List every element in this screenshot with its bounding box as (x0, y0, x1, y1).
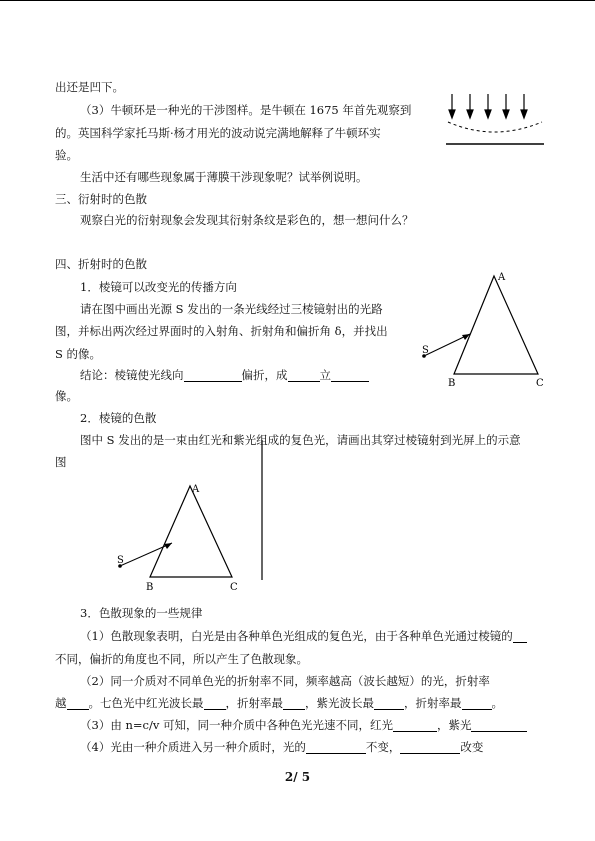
prism-figure-2 (112, 440, 282, 600)
header-rule (0, 0, 595, 1)
subheading: 1．棱镜可以改变光的传播方向 (80, 280, 237, 294)
text-fragment: （1）色散现象表明，白光是由各种单色光组成的复色光，由于各种单色光通过棱镜的 (80, 629, 513, 643)
answer-blank[interactable] (374, 697, 404, 710)
vertex-label-b: B (448, 378, 456, 389)
text-line (80, 740, 483, 754)
vertex-label-c: C (536, 378, 544, 389)
prism-triangle (454, 276, 538, 374)
text-line: 的。英国科学家托马斯·杨才用光的波动说完满地解释了牛顿环实 (55, 126, 381, 140)
conclusion-line (80, 368, 369, 382)
text-fragment: 偏折，成 (241, 368, 288, 382)
answer-blank[interactable] (393, 719, 437, 732)
text-fragment: 结论：棱镜使光线向 (80, 368, 184, 382)
section-heading: 四、折射时的色散 (55, 257, 147, 271)
answer-blank[interactable] (400, 741, 460, 754)
lens-surface (448, 122, 542, 132)
text-fragment: 。七色光中红光波长最 (88, 696, 204, 710)
incident-arrows (449, 94, 527, 118)
text-line: 出还是凹下。 (55, 80, 124, 94)
text-fragment: ，紫光 (436, 718, 472, 732)
text-line (80, 629, 527, 643)
answer-blank[interactable] (184, 369, 242, 382)
text-line: 观察白光的衍射现象会发现其衍射条纹是彩色的，想一想问什么？ (80, 213, 414, 227)
subheading: 2．棱镜的色散 (80, 411, 157, 425)
text-line: 图中 S 发出的是一束由红光和紫光组成的复色光，请画出其穿过棱镜射到光屏上的示意 (80, 433, 521, 447)
text-fragment: ，紫光波长最 (305, 696, 374, 710)
vertex-label-a: A (192, 484, 200, 495)
text-line: 像。 (55, 389, 78, 403)
vertex-label-a: A (498, 272, 506, 283)
text-fragment: 改变 (460, 740, 484, 754)
answer-blank[interactable] (204, 697, 226, 710)
text-line: 图 (55, 455, 67, 469)
text-fragment: ，折射率最 (404, 696, 462, 710)
answer-blank[interactable] (67, 697, 89, 710)
page-number: 2/ 5 (284, 770, 311, 784)
source-label: S (422, 345, 429, 356)
text-line: 图，并标出两次经过界面时的入射角、折射角和偏折角 δ，并找出 (55, 324, 388, 338)
text-fragment: （3）由 n=c/v 可知，同一种介质中各种色光光速不同，红光 (80, 718, 393, 732)
text-line: 生活中还有哪些现象属于薄膜干涉现象呢？试举例说明。 (80, 170, 368, 184)
answer-blank[interactable] (513, 630, 527, 643)
prism-figure-1 (418, 268, 578, 388)
prism-triangle (150, 486, 232, 577)
subheading: 3．色散现象的一些规律 (80, 606, 203, 620)
text-line: （3）牛顿环是一种光的干涉图样。是牛顿在 1675 年首先观察到 (80, 103, 412, 117)
text-line: S 的像。 (55, 347, 102, 361)
text-fragment: ，折射率最 (225, 696, 283, 710)
answer-blank[interactable] (331, 369, 369, 382)
text-line: 不同，偏折的角度也不同，所以产生了色散现象。 (55, 652, 308, 666)
vertex-label-b: B (146, 582, 154, 593)
vertex-label-c: C (230, 582, 238, 593)
text-fragment: 立 (319, 368, 331, 382)
text-line: （2）同一介质对不同单色光的折射率不同，频率越高（波长越短）的光，折射率 (80, 674, 490, 688)
text-line (55, 696, 503, 710)
section-heading: 三、衍射时的色散 (55, 192, 147, 206)
text-fragment: 越 (55, 696, 67, 710)
light-ray (120, 543, 172, 566)
answer-blank[interactable] (462, 697, 492, 710)
text-fragment: 不变， (365, 740, 401, 754)
text-line (80, 718, 527, 732)
answer-blank[interactable] (306, 741, 366, 754)
source-label: S (117, 555, 124, 566)
text-line: 请在图中画出光源 S 发出的一条光线经过三棱镜射出的光路 (80, 302, 383, 316)
text-fragment: （4）光由一种介质进入另一种介质时，光的 (80, 740, 306, 754)
answer-blank[interactable] (471, 719, 527, 732)
answer-blank[interactable] (283, 697, 305, 710)
text-fragment: 。 (491, 696, 503, 710)
newton-ring-figure (446, 92, 546, 157)
answer-blank[interactable] (288, 369, 320, 382)
text-line: 验。 (55, 148, 78, 162)
